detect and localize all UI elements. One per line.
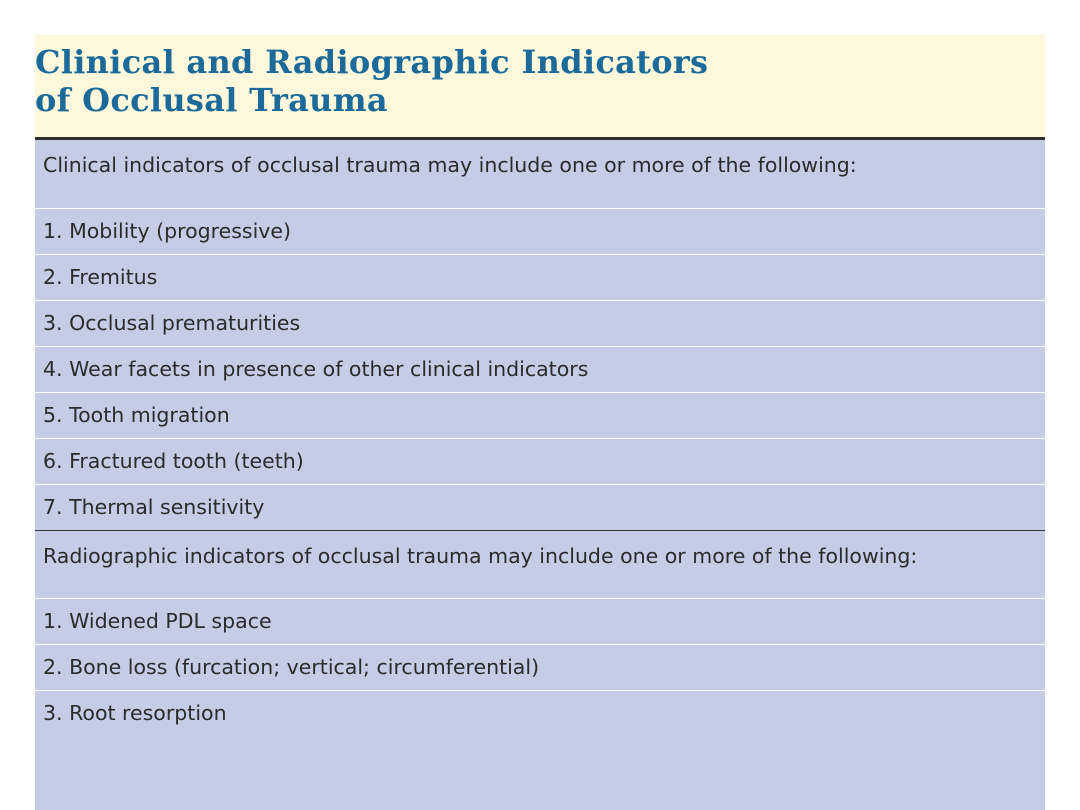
clinical-item-1: 1. Mobility (progressive) <box>35 208 1045 254</box>
radiographic-list <box>43 598 1045 736</box>
clinical-item-4: 4. Wear facets in presence of other clinical indicators <box>35 346 1045 392</box>
clinical-item-2: 2. Fremitus <box>35 254 1045 300</box>
radiographic-item-1: 1. Widened PDL space <box>35 598 1045 644</box>
radiographic-section <box>35 530 1045 736</box>
clinical-section <box>35 140 1045 530</box>
title-line-1: Clinical and Radiographic Indicators <box>35 43 709 81</box>
radiographic-item-2: 2. Bone loss (furcation; vertical; circumferential) <box>35 644 1045 690</box>
table-header <box>35 35 1045 140</box>
indicators-table <box>35 35 1045 810</box>
radiographic-item-3: 3. Root resorption <box>35 690 1045 736</box>
clinical-item-7: 7. Thermal sensitivity <box>35 484 1045 530</box>
table-body <box>35 140 1045 810</box>
table-title <box>35 43 1045 119</box>
clinical-intro: Clinical indicators of occlusal trauma may include one or more of the following: <box>43 153 857 177</box>
radiographic-intro: Radiographic indicators of occlusal trauma may include one or more of the following: <box>43 544 918 568</box>
clinical-item-5: 5. Tooth migration <box>35 392 1045 438</box>
clinical-list <box>43 208 1045 530</box>
title-line-2: of Occlusal Trauma <box>35 81 388 119</box>
clinical-item-6: 6. Fractured tooth (teeth) <box>35 438 1045 484</box>
clinical-item-3: 3. Occlusal prematurities <box>35 300 1045 346</box>
